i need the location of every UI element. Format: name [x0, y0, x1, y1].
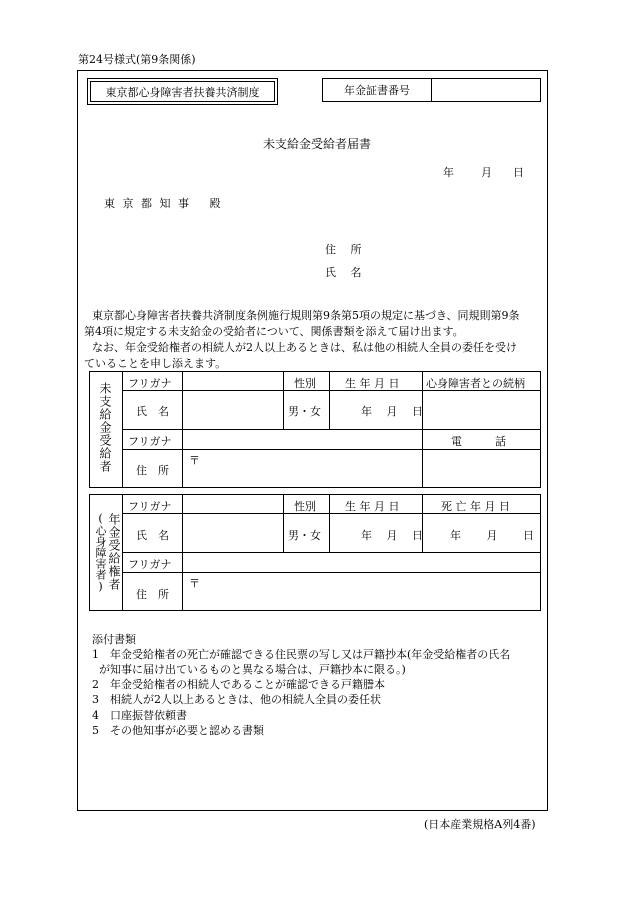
system-name: 東京都心身障害者扶養共済制度 — [105, 85, 260, 99]
recipient-sex-header: 性別 — [294, 377, 316, 390]
applicant-address-label: 住 所 — [325, 243, 362, 256]
attachment-item-3: 3 相続人が2人以上あるときは、他の相続人全員の委任状 — [92, 693, 381, 706]
recipient-phone-header: 電 話 — [451, 435, 506, 448]
attachment-item-1-line-2: が知事に届け出ているものと異なる場合は、戸籍抄本に限る。) — [99, 663, 406, 676]
body-line-3: なお、年金受給権者の相続人が2人以上あるときは、私は他の相続人全員の委任を受け — [92, 341, 517, 354]
recipient-address-label: 住 所 — [136, 464, 169, 477]
pensioner-death-value: 年 月 日 — [450, 529, 534, 542]
body-line-2: 第4項に規定する未支給金の受給者について、関係書類を添えて届け出ます。 — [84, 325, 464, 338]
recipient-sex-value[interactable]: 男・女 — [288, 405, 321, 418]
system-name-box — [90, 81, 275, 102]
pensioner-sex-header: 性別 — [294, 500, 316, 513]
pensioner-side-sub: (心身障害者) — [94, 512, 107, 593]
pensioner-death-header: 死 亡 年 月 日 — [441, 500, 510, 513]
attachment-item-1-line-1: 1 年金受給権者の死亡が確認できる住民票の写し又は戸籍抄本(年金受給権者の氏名 — [92, 648, 511, 661]
addressee: 東 京 都 知 事 殿 — [104, 197, 223, 210]
applicant-name-label: 氏 名 — [325, 266, 362, 279]
date-year-label: 年 — [443, 166, 454, 179]
pensioner-sex-value[interactable]: 男・女 — [288, 529, 321, 542]
attachment-item-5: 5 その他知事が必要と認める書類 — [92, 724, 264, 737]
recipient-birth-value: 年 月 日 — [361, 405, 423, 418]
recipient-postal-mark: 〒 — [189, 454, 200, 467]
form-number: 第24号様式(第9条関係) — [78, 53, 196, 66]
date-month-label: 月 — [481, 166, 492, 179]
pensioner-furigana-label: フリガナ — [128, 500, 172, 513]
paper-standard-note: (日本産業規格A列4番) — [424, 818, 536, 831]
pensioner-side-label: 年金受給権者 — [107, 513, 121, 591]
date-day-label: 日 — [513, 166, 524, 179]
document-title: 未支給金受給者届書 — [263, 137, 372, 151]
pensioner-name-label: 氏 名 — [136, 529, 169, 542]
pensioner-furigana2-label: フリガナ — [128, 558, 172, 571]
attachment-item-4: 4 口座振替依頼書 — [92, 709, 187, 722]
body-line-1: 東京都心身障害者扶養共済制度条例施行規則第9条第5項の規定に基づき、同規則第9条 — [92, 309, 520, 322]
pensioner-address-label: 住 所 — [136, 588, 169, 601]
pensioner-birth-header: 生 年 月 日 — [345, 500, 400, 513]
attachments-heading: 添付書類 — [92, 633, 136, 646]
cert-number-label-cell — [322, 78, 432, 102]
recipient-furigana2-label: フリガナ — [128, 435, 172, 448]
recipient-name-label: 氏 名 — [136, 405, 169, 418]
recipient-side-label: 未支給金受給者 — [98, 382, 112, 473]
recipient-birth-header: 生 年 月 日 — [345, 377, 400, 390]
recipient-furigana-label: フリガナ — [128, 377, 172, 390]
pensioner-postal-mark: 〒 — [189, 577, 200, 590]
body-line-4: ていることを申し添えます。 — [84, 357, 227, 370]
recipient-relation-header: 心身障害者との続柄 — [426, 377, 525, 390]
cert-number-field[interactable] — [431, 78, 541, 102]
cert-number-label: 年金証書番号 — [344, 84, 410, 97]
pensioner-birth-value: 年 月 日 — [361, 529, 423, 542]
attachment-item-2: 2 年金受給権者の相続人であることが確認できる戸籍謄本 — [92, 678, 385, 691]
